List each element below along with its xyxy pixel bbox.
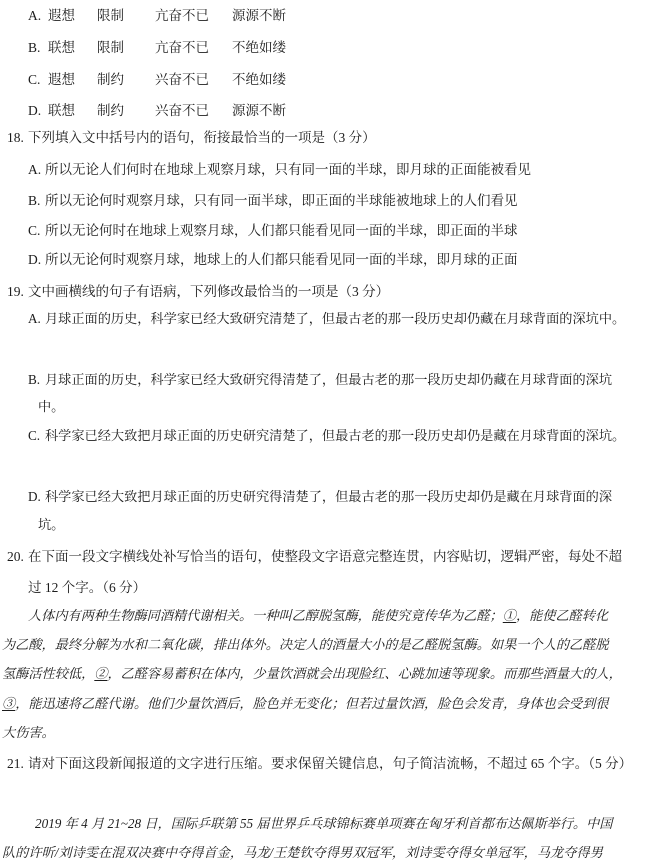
- question-number: 21.: [7, 756, 24, 771]
- question-text: 下列填入文中括号内的语句，衔接最恰当的一项是（3 分）: [28, 130, 376, 145]
- option-word: 制约: [97, 103, 124, 118]
- option-word: 不绝如缕: [232, 72, 286, 87]
- q18-option-a: [28, 162, 531, 179]
- option-text: 所以无论何时在地球上观察月球，人们都只能看见同一面的半球，即正面的半球: [45, 223, 518, 238]
- option-word: 亢奋不已: [155, 40, 209, 55]
- q19-option-d: [28, 489, 612, 506]
- q20-paragraph-line: [2, 637, 609, 654]
- q17-option-c: [28, 72, 286, 89]
- q19-option-d-cont: [38, 517, 64, 534]
- paragraph-text: 大伤害。: [2, 725, 55, 740]
- option-label: C.: [28, 223, 41, 238]
- blank-number-1: ①: [502, 608, 516, 623]
- option-text: 月球正面的历史，科学家已经大致研究清楚了，但最古老的那一段历史却仍藏在月球背面的深坑中。: [45, 311, 626, 326]
- option-word: 亢奋不已: [155, 8, 209, 23]
- blank-number-2: ②: [94, 666, 108, 681]
- option-label: D.: [28, 252, 42, 267]
- q21-news-line: [35, 816, 613, 833]
- paragraph-text: ，乙醛容易蓄积在体内，少量饮酒就会出现脸红、心跳加速等现象。而那些酒量大的人，: [107, 666, 622, 681]
- question-number: 20.: [7, 549, 24, 564]
- question-number: 19.: [7, 284, 24, 299]
- option-word: 遐想: [48, 8, 75, 23]
- option-word: 源源不断: [232, 8, 286, 23]
- q18-option-c: [28, 223, 518, 240]
- q20-paragraph-line: [2, 696, 609, 713]
- q18-option-d: [28, 252, 518, 269]
- option-word: 限制: [97, 40, 124, 55]
- paragraph-text: ，能迅速将乙醛代谢。他们少量饮酒后，脸色并无变化；但若过量饮酒，脸色会发青，身体也会受到很: [15, 696, 609, 711]
- option-label: A.: [28, 8, 42, 23]
- option-text: 科学家已经大致把月球正面的历史研究得清楚了，但最古老的那一段历史却仍是藏在月球背面的深: [45, 489, 613, 504]
- option-word: 联想: [48, 40, 75, 55]
- q20-paragraph-line: [2, 666, 622, 683]
- paragraph-text: ，能使乙醛转化: [515, 608, 609, 623]
- option-word: 制约: [97, 72, 124, 87]
- option-word: 不绝如缕: [232, 40, 286, 55]
- question-text: 过 12 个字。（6 分）: [28, 580, 147, 595]
- option-label: C.: [28, 428, 41, 443]
- q18-stem: [7, 130, 376, 147]
- option-text: 所以无论人们何时在地球上观察月球，只有同一面的半球，即月球的正面能被看见: [45, 162, 531, 177]
- news-text: 2019 年 4 月 21~28 日，国际乒联第 55 届世界乒乓球锦标赛单项赛在匈牙利首都布达佩斯举行。中国: [35, 816, 613, 831]
- paragraph-text: 为乙酸，最终分解为水和二氧化碳，排出体外。决定人的酒量大小的是乙醛脱氢酶。如果一个人的乙醛脱: [2, 637, 609, 652]
- q17-option-b: [28, 40, 286, 57]
- option-label: D.: [28, 489, 41, 504]
- q20-stem: [7, 549, 622, 566]
- option-label: D.: [28, 103, 42, 118]
- q19-option-b-cont: [38, 399, 64, 416]
- option-word: 兴奋不已: [155, 72, 209, 87]
- option-label: B.: [28, 193, 41, 208]
- q17-option-a: [28, 8, 286, 25]
- q19-option-b: [28, 372, 612, 389]
- option-label: A.: [28, 162, 42, 177]
- q19-option-c: [28, 428, 625, 445]
- q21-stem: [7, 756, 632, 773]
- q20-paragraph-line: [28, 608, 608, 625]
- q19-stem: [7, 284, 389, 301]
- q20-stem-cont: [28, 580, 146, 597]
- option-text: 中。: [38, 399, 65, 414]
- paragraph-text: 人体内有两种生物酶同酒精代谢相关。一种叫乙醇脱氢酶，能使究竟传华为乙醛；: [28, 608, 503, 623]
- blank-number-3: ③: [2, 696, 16, 711]
- option-word: 联想: [48, 103, 75, 118]
- news-text: 队的许昕/刘诗雯在混双决赛中夺得首金，马龙/王楚钦夺得男双冠军，刘诗雯夺得女单冠军，马龙夺得男: [2, 845, 603, 860]
- question-number: 18.: [7, 130, 24, 145]
- option-text: 所以无论何时观察月球，地球上的人们都只能看见同一面的半球，即月球的正面: [45, 252, 518, 267]
- option-text: 科学家已经大致把月球正面的历史研究清楚了，但最古老的那一段历史却仍是藏在月球背面的深坑。: [45, 428, 626, 443]
- option-word: 兴奋不已: [155, 103, 209, 118]
- option-label: B.: [28, 372, 41, 387]
- option-text: 坑。: [38, 517, 65, 532]
- option-label: B.: [28, 40, 41, 55]
- question-text: 在下面一段文字横线处补写恰当的语句，使整段文字语意完整连贯，内容贴切，逻辑严密，每处不超: [28, 549, 622, 564]
- option-word: 遐想: [48, 72, 75, 87]
- q21-news-line: [2, 845, 603, 862]
- option-text: 月球正面的历史，科学家已经大致研究得清楚了，但最古老的那一段历史却仍藏在月球背面的深坑: [45, 372, 613, 387]
- question-text: 文中画横线的句子有语病，下列修改最恰当的一项是（3 分）: [28, 284, 390, 299]
- option-word: 源源不断: [232, 103, 286, 118]
- q19-option-a: [28, 311, 625, 328]
- question-text: 请对下面这段新闻报道的文字进行压缩。要求保留关键信息，句子简洁流畅，不超过 65 个字。（5 分）: [28, 756, 633, 771]
- option-text: 所以无论何时观察月球，只有同一面半球，即正面的半球能被地球上的人们看见: [45, 193, 518, 208]
- q20-paragraph-line: [2, 725, 55, 742]
- option-word: 限制: [97, 8, 124, 23]
- option-label: A.: [28, 311, 41, 326]
- q18-option-b: [28, 193, 518, 210]
- option-label: C.: [28, 72, 41, 87]
- q17-option-d: [28, 103, 286, 120]
- paragraph-text: 氢酶活性较低，: [2, 666, 95, 681]
